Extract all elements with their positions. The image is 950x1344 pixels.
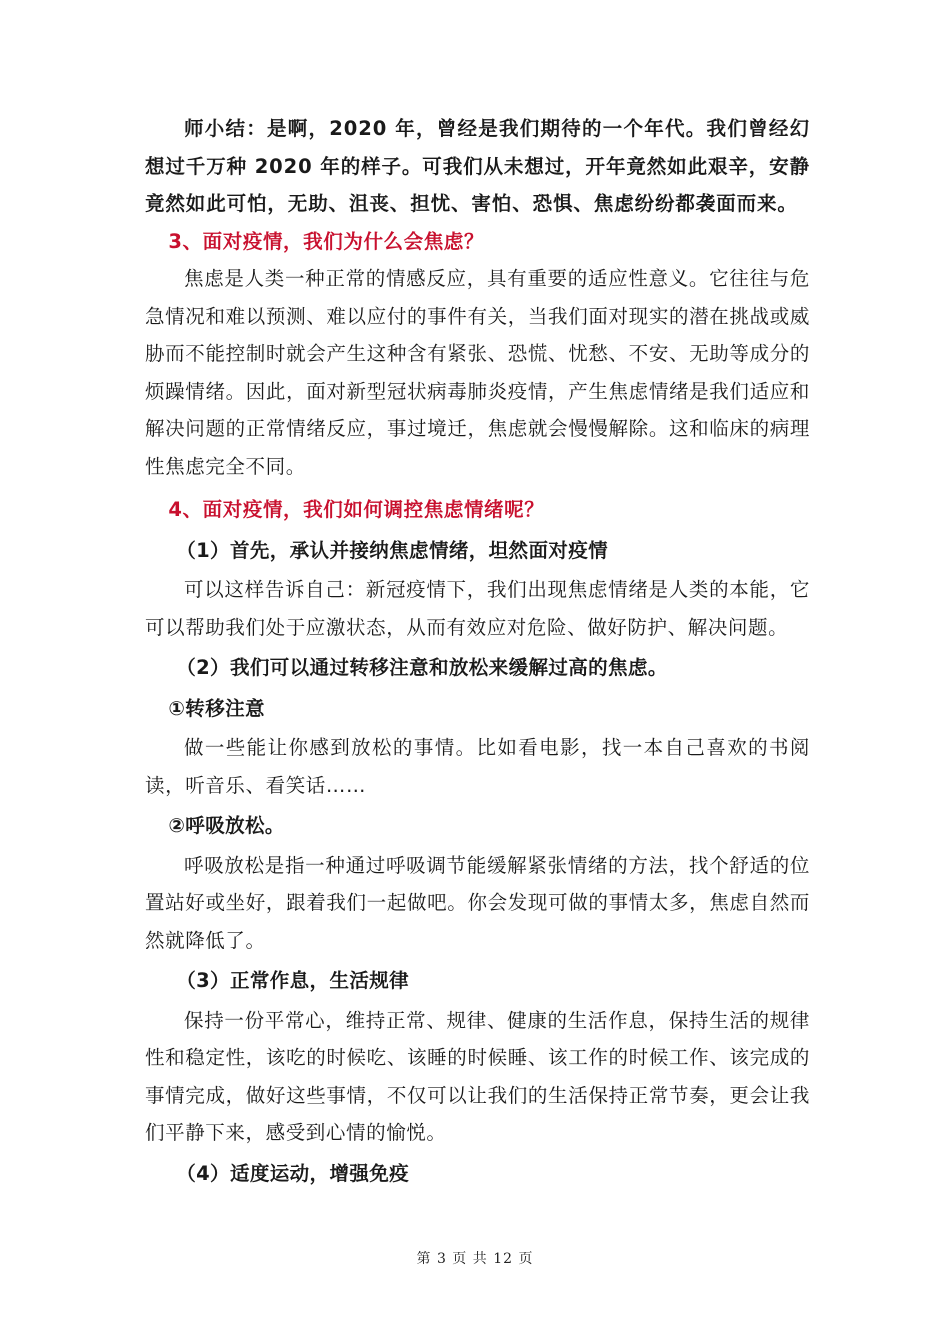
section-3-heading: 3、面对疫情，我们为什么会焦虑？ [168,229,485,253]
section-3-body: 焦虑是人类一种正常的情感反应，具有重要的适应性意义。它往往与危急情况和难以预测、难以应付的事件有关，当我们面对现实的潜在挑战或威胁而不能控制时就会产生这种含有紧张、恐慌、忧愁、不安、无助等成分的烦躁情绪。因此，面对新型冠状病毒肺炎疫情，产生焦虑情绪是我们适应和解决问题的正常情绪反应，事过境迁，焦虑就会慢慢解除。这和临床的病理性焦虑完全不同。 [145,267,810,478]
item-1-body: 可以这样告诉自己：新冠疫情下，我们出现焦虑情绪是人类的本能，它可以帮助我们处于应激状态，从而有效应对危险、做好防护、解决问题。 [145,578,810,639]
section-4-heading: 4、面对疫情，我们如何调控焦虑情绪呢？ [168,498,545,521]
item-2b-title: ②呼吸放松。 [168,814,285,837]
item-3-title: （3）正常作息，生活规律 [176,969,410,992]
teacher-summary-paragraph: 师小结：是啊，2020 年，曾经是我们期待的一个年代。我们曾经幻想过千万种 2020 年的样子。可我们从未想过，开年竟然如此艰辛，安静竟然如此可怕，无助、沮丧、担忧、害怕、恐惧、焦虑纷纷都袭面而来。 [145,117,810,215]
item-3-body: 保持一份平常心，维持正常、规律、健康的生活作息，保持生活的规律性和稳定性，该吃的时候吃、该睡的时候睡、该工作的时候工作、该完成的事情完成，做好这些事情，不仅可以让我们的生活保持正常节奏，更会让我们平静下来，感受到心情的愉悦。 [145,1008,810,1144]
item-2-title: （2）我们可以通过转移注意和放松来缓解过高的焦虑。 [176,656,668,679]
document-content [145,110,810,1194]
item-1-title: （1）首先，承认并接纳焦虑情绪，坦然面对疫情 [176,538,609,562]
item-2a-body: 做一些能让你感到放松的事情。比如看电影，找一本自己喜欢的书阅读，听音乐、看笑话…… [145,736,810,797]
page-footer: 第 3 页 共 12 页 [416,1251,534,1267]
item-2a-title: ①转移注意 [168,696,265,720]
item-2b-body: 呼吸放松是指一种通过呼吸调节能缓解紧张情绪的方法，找个舒适的位置站好或坐好，跟着我们一起做吧。你会发现可做的事情太多，焦虑自然而然就降低了。 [145,853,810,952]
item-4-title: （4）适度运动，增强免疫 [176,1161,410,1185]
